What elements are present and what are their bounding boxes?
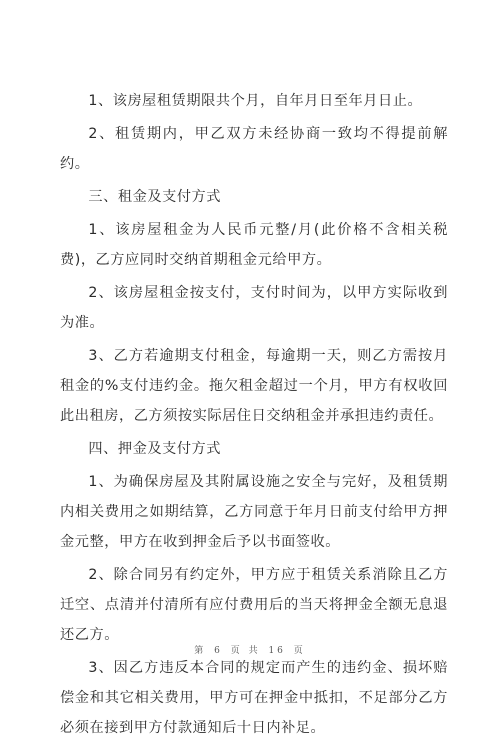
paragraph-deposit-refund: 2、除合同另有约定外，甲方应于租赁关系消除且乙方迁空、点清并付清所有应付费用后的当天将押金全额无息退还乙方。 bbox=[60, 567, 448, 643]
paragraph-lease-term: 1、该房屋租赁期限共个月，自年月日至年月日止。 bbox=[88, 93, 423, 109]
footer-total-pages: 16 bbox=[268, 646, 286, 656]
paragraph-no-early-termination: 2、租赁期内，甲乙双方未经协商一致均不得提前解约。 bbox=[60, 126, 448, 172]
paragraph-deposit-deduction: 3、因乙方违反本合同的规定而产生的违约金、损坏赔偿金和其它相关费用，甲方可在押金中抵扣，不足部分乙方必须在接到甲方付款通知后十日内补足。 bbox=[60, 660, 448, 736]
paragraph-deposit-payment: 1、为确保房屋及其附属设施之安全与完好，及租赁期内相关费用之如期结算，乙方同意于年月日前支付给甲方押金元整，甲方在收到押金后予以书面签收。 bbox=[60, 474, 448, 550]
page-number-footer bbox=[0, 643, 500, 656]
footer-current-page: 6 bbox=[214, 646, 223, 656]
paragraph-rent-amount: 1、该房屋租金为人民币元整/月(此价格不含相关税费)，乙方应同时交纳首期租金元给甲方。 bbox=[60, 222, 448, 268]
section-heading-deposit: 四、押金及支付方式 bbox=[88, 441, 222, 457]
section-heading-rent: 三、租金及支付方式 bbox=[88, 189, 222, 205]
footer-label-page: 第 bbox=[194, 646, 207, 656]
footer-label-total-suffix: 页 bbox=[293, 646, 306, 656]
paragraph-rent-payment-time: 2、该房屋租金按支付，支付时间为，以甲方实际收到为准。 bbox=[60, 285, 448, 331]
footer-label-total-prefix: 页 共 bbox=[230, 646, 261, 656]
paragraph-late-payment: 3、乙方若逾期支付租金，每逾期一天，则乙方需按月租金的%支付违约金。拖欠租金超过一个月，甲方有权收回此出租房，乙方须按实际居住日交纳租金并承担违约责任。 bbox=[60, 348, 448, 424]
